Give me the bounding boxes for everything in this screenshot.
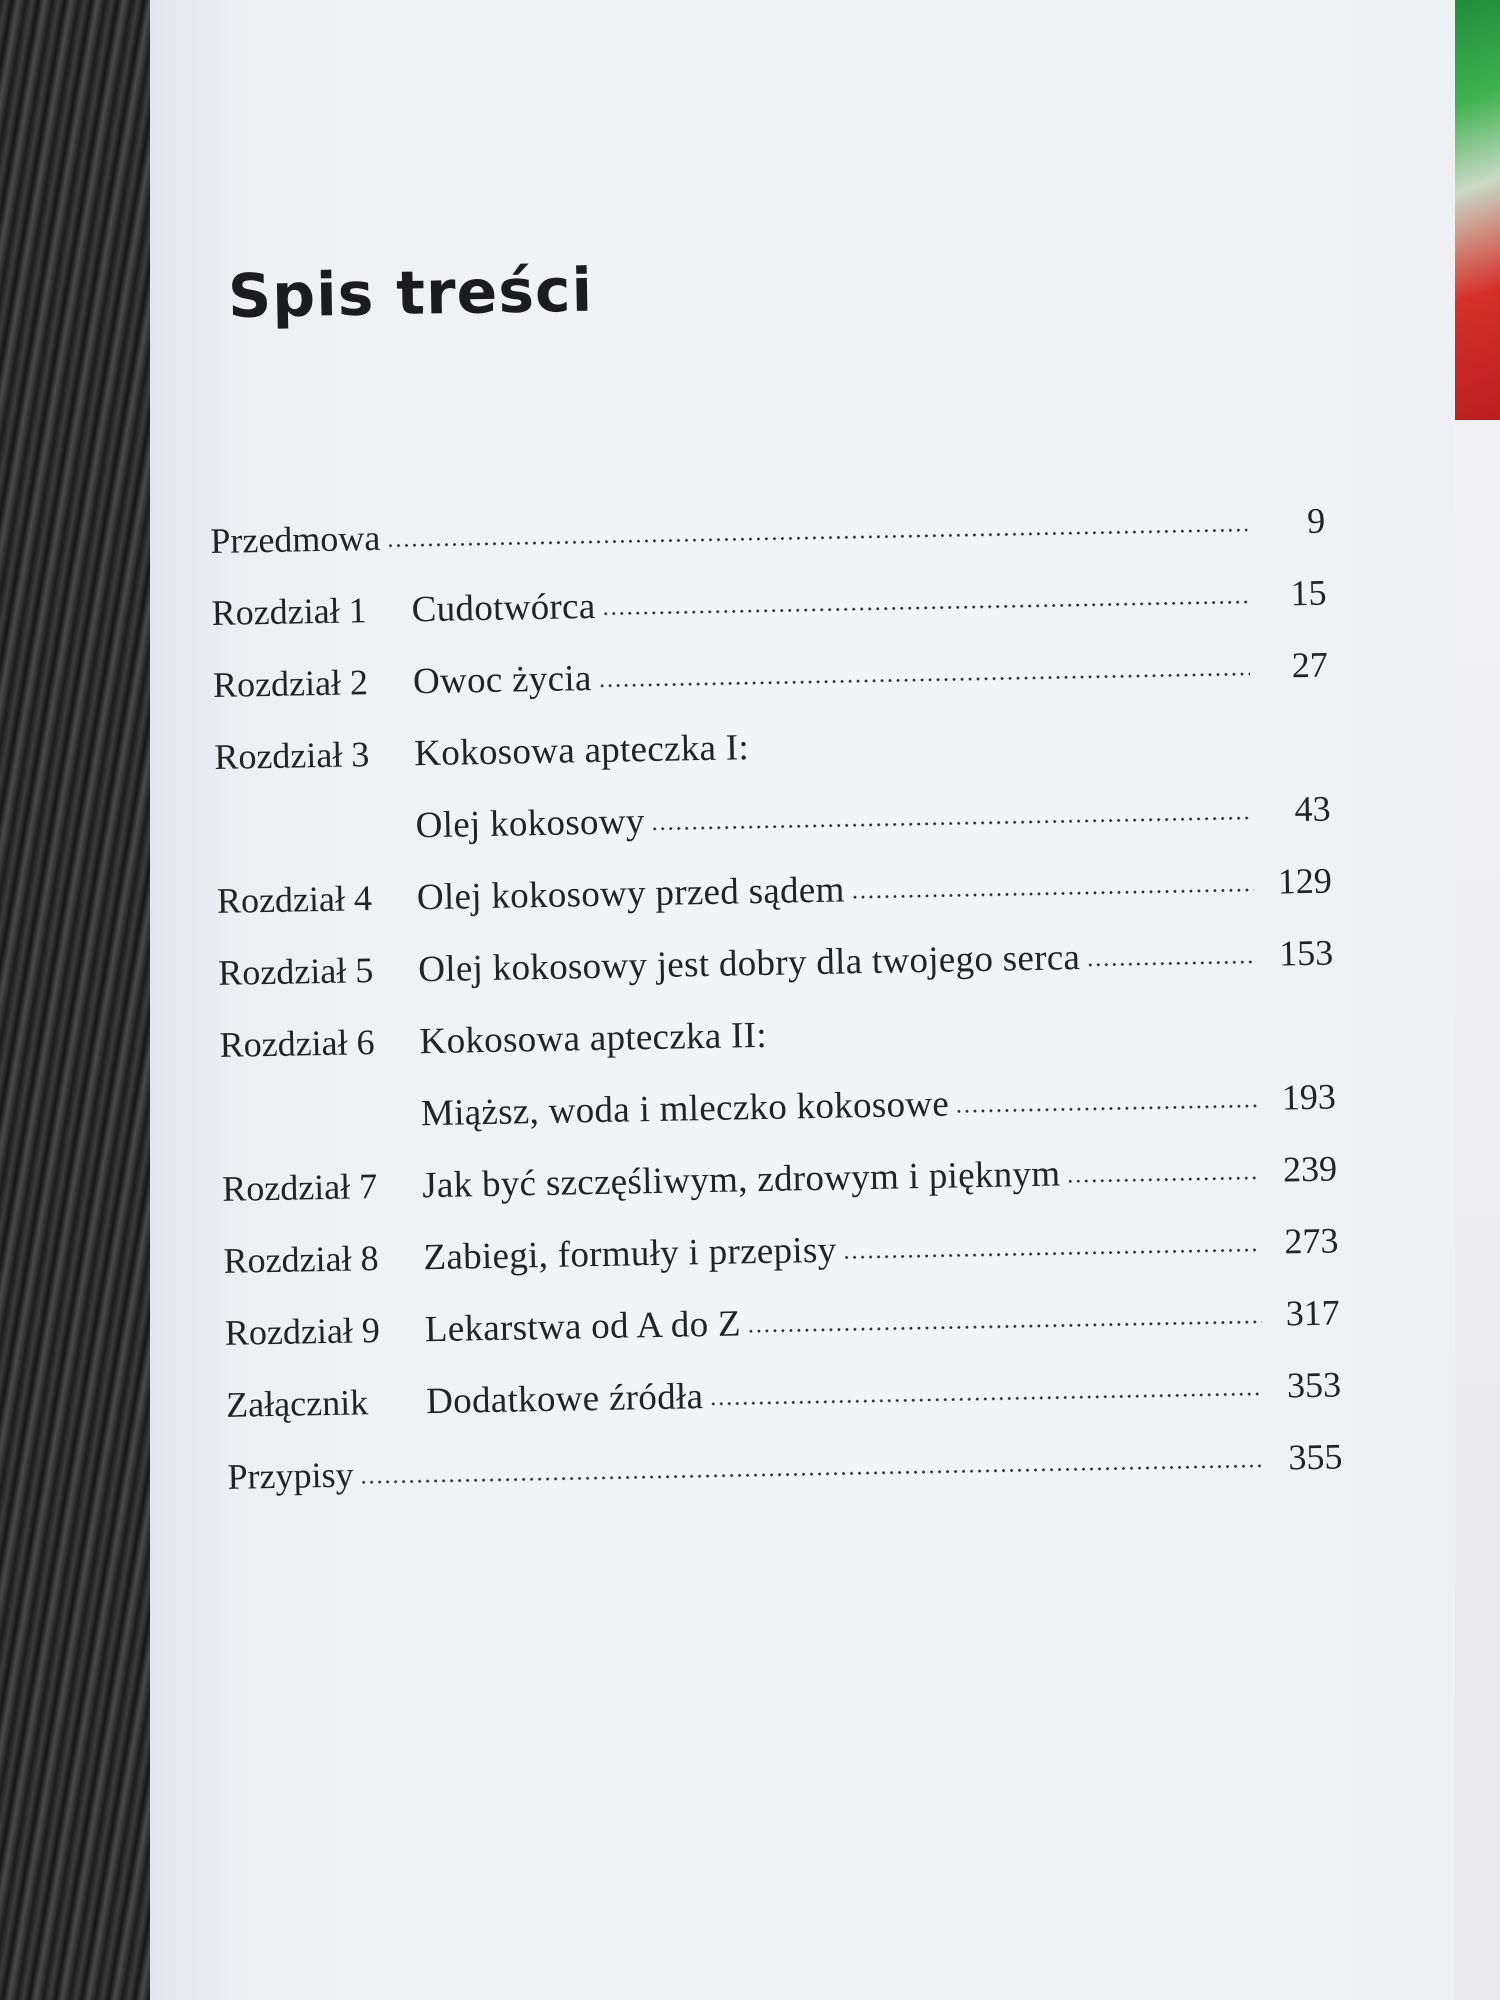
toc-entry-label: Rozdział 5 <box>217 950 374 993</box>
toc-entry-page-number: 239 <box>1282 1148 1338 1190</box>
toc-entry-page-number: 355 <box>1287 1436 1343 1478</box>
toc-entry-title-cell <box>380 530 1255 550</box>
toc-entry-label: Załącznik <box>225 1382 369 1425</box>
toc-entry-label: Rozdział 6 <box>219 1022 375 1065</box>
toc-entry-label <box>216 837 416 841</box>
toc-entry-title: Olej kokosowy przed sądem <box>416 869 846 919</box>
toc-entry-page-number: 129 <box>1277 860 1333 902</box>
toc-entry-label: Przypisy <box>227 1454 354 1497</box>
toc-entry-page-number <box>1265 1036 1335 1037</box>
toc-entry-title: Cudotwórca <box>411 585 596 631</box>
toc-entry-page-number: 353 <box>1286 1364 1342 1406</box>
dot-leader <box>1086 960 1255 967</box>
toc-entry-page-number: 43 <box>1294 788 1331 830</box>
toc-entry-page-number: 9 <box>1306 500 1326 541</box>
toc-entry-title: Jak być szczęśliwym, zdrowym i pięknym <box>421 1153 1061 1207</box>
page-title: Spis treści <box>227 255 594 332</box>
toc-entry-label: Rozdział 2 <box>212 662 369 705</box>
dot-leader <box>955 1104 1258 1114</box>
toc-entry-title: Lekarstwa od A do Z <box>424 1303 742 1351</box>
toc-entry-page-number: 273 <box>1284 1220 1339 1262</box>
dot-leader <box>651 816 1253 831</box>
page-number-mark <box>770 1978 790 1998</box>
toc-entry-page-number <box>1259 749 1329 750</box>
toc-entry-label: Przedmowa <box>210 517 381 561</box>
toc-entry-label: Rozdział 1 <box>211 590 367 633</box>
toc-entry-title: Zabiegi, formuły i przepisy <box>423 1229 837 1279</box>
table-of-contents <box>210 500 1343 1528</box>
dot-leader <box>386 528 1247 548</box>
toc-entry-page-number: 317 <box>1285 1292 1341 1334</box>
toc-entry-label: Rozdział 7 <box>221 1166 378 1209</box>
toc-entry-title: Owoc życia <box>412 658 593 703</box>
toc-entry-label: Rozdział 9 <box>224 1310 381 1353</box>
toc-entry-title: Kokosowa apteczka II: <box>419 1014 768 1063</box>
dot-leader <box>360 1464 1265 1485</box>
toc-entry-page-number: 27 <box>1291 644 1329 686</box>
dot-leader <box>709 1392 1263 1406</box>
background-photo-edge <box>0 0 160 2000</box>
toc-entry-page-number: 15 <box>1290 572 1327 614</box>
dot-leader <box>602 600 1249 616</box>
dot-leader <box>747 1320 1262 1333</box>
toc-entry-title: Kokosowa apteczka I: <box>413 727 750 775</box>
toc-entry-label: Rozdział 8 <box>223 1238 379 1281</box>
toc-entry-page-number: 153 <box>1278 932 1334 974</box>
toc-entry-title-cell <box>354 1466 1273 1487</box>
toc-entry-title: Dodatkowe źródła <box>425 1376 704 1423</box>
toc-entry-title: Olej kokosowy jest dobry dla twojego serca <box>417 937 1081 991</box>
toc-entry-label: Rozdział 4 <box>216 878 373 921</box>
book-page <box>150 0 1455 2000</box>
toc-entry-label: Rozdział 3 <box>213 734 370 777</box>
dot-leader <box>843 1248 1261 1260</box>
toc-entry-title: Olej kokosowy <box>415 801 645 847</box>
dot-leader <box>598 672 1250 688</box>
dot-leader <box>1066 1176 1259 1184</box>
toc-entry-title: Miąższ, woda i mleczko kokosowe <box>420 1083 950 1135</box>
toc-entry-label <box>221 1125 421 1129</box>
toc-entry-page-number: 193 <box>1281 1076 1337 1118</box>
dot-leader <box>851 888 1254 899</box>
